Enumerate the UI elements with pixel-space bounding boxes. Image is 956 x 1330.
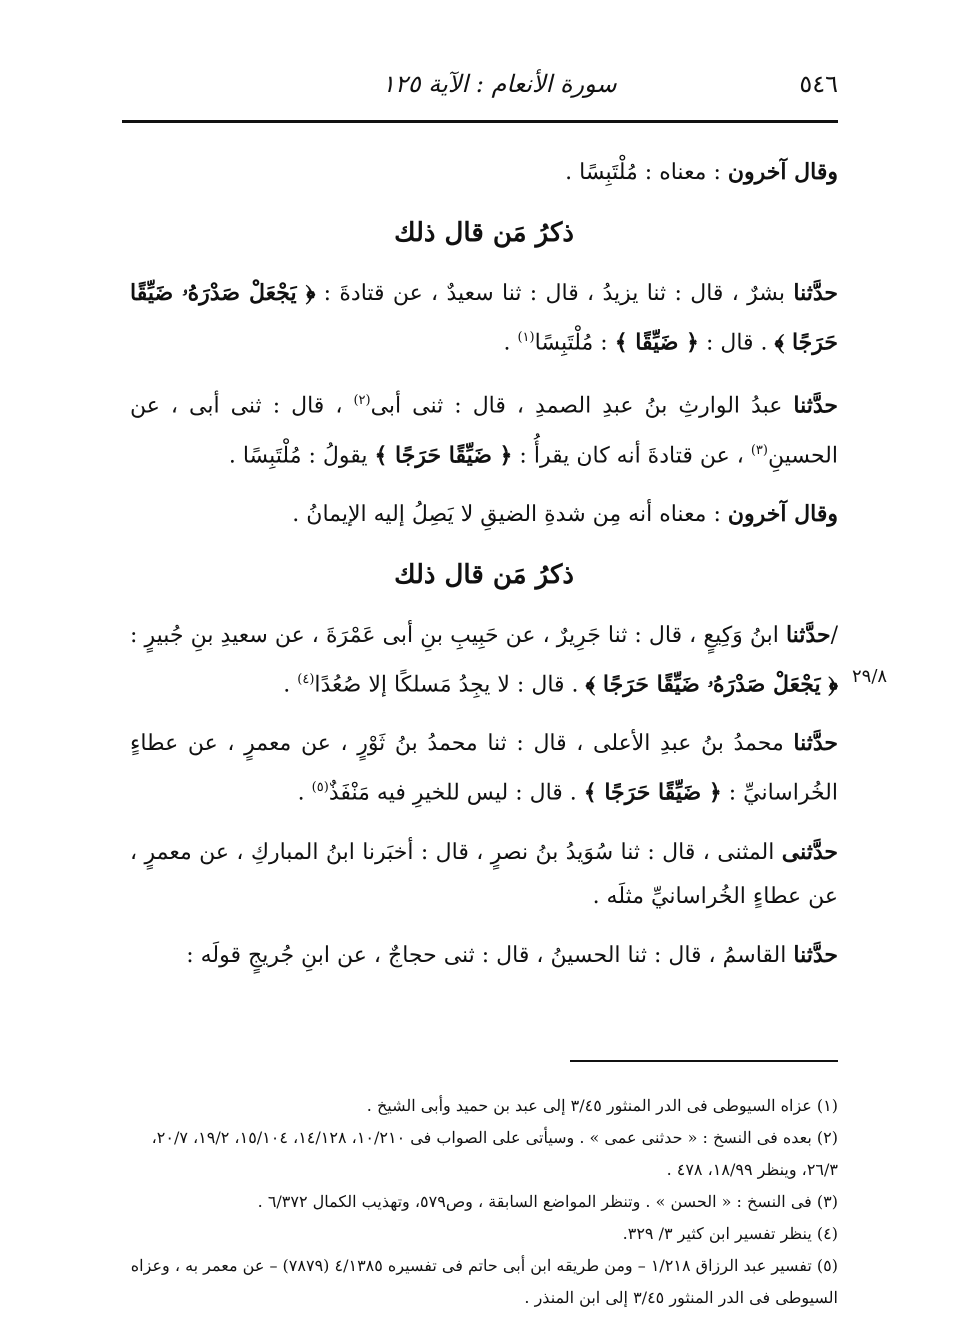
paragraph-lead: وقال آخرون bbox=[727, 500, 838, 527]
section-heading-1: ذكرُ مَن قال ذلك bbox=[394, 218, 574, 248]
quran-quote: ﴿ ضَيِّقًا حَرَجًا ﴾ bbox=[583, 779, 722, 806]
paragraph-text: . قال : bbox=[698, 330, 775, 356]
header-rule bbox=[122, 120, 838, 123]
footnote-1: (١) عزاه السيوطى فى الدر المنثور ٣/٤٥ إلى عبد بن حميد وأبى الشيخ . bbox=[366, 1096, 838, 1115]
footnote-ref[interactable]: (١) bbox=[517, 330, 535, 345]
paragraph-text: : مُلْتَبِسًا bbox=[534, 330, 615, 356]
paragraph-text: يقولُ : مُلْتَبِسًا . bbox=[228, 442, 375, 468]
paragraph-text: عبدُ الوارثِ بنُ عبدِ الصمدِ ، قال : ثنى أبى bbox=[370, 393, 794, 419]
paragraph-text: محمدُ بنُ عبدِ الأعلى ، قال : ثنا محمدُ بنُ ثَوْرٍ ، عن معمرٍ ، عن عطاءٍ الخُراسانيِّ : bbox=[130, 731, 838, 806]
paragraph-lead: حدَّثنى bbox=[781, 838, 838, 865]
quran-quote: ﴿ ضَيِّقًا حَرَجًا ﴾ bbox=[374, 441, 513, 468]
paragraph-text: . قال : لا يجِدُ مَسلكًا إلا صُعُدًا bbox=[314, 672, 586, 698]
page-number: ٥٤٦ bbox=[799, 70, 838, 98]
main-text bbox=[130, 150, 838, 992]
quran-quote: ﴿ يَجْعَلْ صَدْرَهُۥ ضَيِّقًا حَرَجًا ﴾ bbox=[585, 671, 838, 698]
paragraph-lead: حدَّثنا bbox=[793, 941, 838, 968]
paragraph-text: . قال : ليس للخيرِ فيه مَنْفَذٌ bbox=[328, 780, 584, 806]
footnote-ref[interactable]: (٣) bbox=[750, 442, 768, 458]
footnote-2: (٢) بعده فى النسخ : « حدثنى عمى » . وسيأتى على الصواب فى ١٠/٢١٠، ١٤/١٢٨، ١٥/١٠٤، ١٩/٢، ٢٠/٧، ٢٦/٣، وينظر ١٨/٩٩، ٤٧٨ . bbox=[151, 1128, 838, 1179]
paragraph-lead: حدَّثنا bbox=[793, 280, 838, 306]
footnote-ref[interactable]: (٤) bbox=[297, 671, 315, 687]
paragraph-7 bbox=[130, 830, 838, 919]
paragraph-lead: حدَّثنا bbox=[785, 621, 831, 648]
page-break-marker: / bbox=[830, 622, 838, 648]
footnote-ref[interactable]: (٥) bbox=[311, 780, 329, 796]
paragraph-text: . bbox=[297, 780, 312, 806]
paragraph-text: : معناه : مُلْتَبِسًا . bbox=[565, 160, 728, 185]
paragraph-text: ، عن قتادةَ أنه كان يقرأُ : bbox=[512, 442, 751, 468]
paragraph-text: ابنُ وَكِيعٍ ، قال : ثنا جَرِيرٌ ، عن حَبِيبِ بنِ أبى عَمْرَةَ ، عن سعيدِ بنِ جُبيرٍ : bbox=[130, 622, 786, 648]
paragraph-1 bbox=[130, 150, 838, 195]
paragraph-text: . bbox=[503, 330, 518, 356]
paragraph-lead: وقال آخرون bbox=[727, 159, 838, 185]
footnote-4: (٤) ينظر تفسير ابن كثير ٣/ ٣٢٩. bbox=[622, 1224, 838, 1243]
footnote-5: (٥) تفسير عبد الرزاق ١/٢١٨ – ومن طريقه ابن أبى حاتم فى تفسيره ٤/١٣٨٥ (٧٨٧٩) – عن معمر به ، وعزاه السيوطى فى الدر المنثور ٣/٤٥ إلى ابن المنذر . bbox=[130, 1256, 838, 1307]
paragraph-lead: حدَّثنا bbox=[793, 392, 838, 419]
page-header bbox=[122, 62, 838, 118]
running-title: سورة الأنعام : الآية ١٢٥ bbox=[382, 70, 617, 98]
paragraph-4 bbox=[130, 492, 838, 537]
quran-quote: ﴿ يَجْعَلْ صَدْرَهُۥ ضَيِّقًا حَرَجًا ﴾ bbox=[130, 280, 838, 356]
paragraph-2 bbox=[130, 271, 838, 365]
footnote-rule bbox=[570, 1060, 838, 1062]
paragraph-3 bbox=[130, 379, 838, 478]
paragraph-5 bbox=[130, 613, 838, 707]
quran-quote: ﴿ ضَيِّقًا ﴾ bbox=[614, 329, 699, 356]
footnote-3: (٣) فى النسخ : « الحسن » . وتنظر المواضع السابقة ، وص٥٧٩، وتهذيب الكمال ٦/٣٧٢ . bbox=[257, 1192, 838, 1211]
paragraph-text: القاسمُ ، قال : ثنا الحسينُ ، قال : ثنى حجاجٌ ، عن ابنِ جُريجٍ قولَه : bbox=[186, 942, 794, 968]
paragraph-lead: حدَّثنا bbox=[793, 730, 838, 757]
section-heading-2: ذكرُ مَن قال ذلك bbox=[394, 559, 574, 590]
paragraph-6 bbox=[130, 721, 838, 815]
margin-page-reference: ٢٩/٨ bbox=[852, 666, 888, 687]
paragraph-text: . bbox=[283, 672, 298, 698]
paragraph-text: : معناه أنه مِن شدةِ الضيقِ لا يَصِلُ إليه الإيمانُ . bbox=[292, 501, 728, 527]
footnote-ref[interactable]: (٢) bbox=[353, 393, 371, 409]
paragraph-text: ، قال : ثنى أبى ، عن الحسينِ bbox=[130, 393, 838, 468]
footnote-list bbox=[130, 1090, 838, 1314]
paragraph-8 bbox=[130, 933, 838, 978]
paragraph-text: بشرٌ ، قال : ثنا يزيدُ ، قال : ثنا سعيدٌ ، عن قتادةَ : bbox=[315, 281, 794, 306]
paragraph-text: المثنى ، قال : ثنا سُوَيدُ بنُ نصرٍ ، قال : أخبَرنا ابنُ المباركِ ، عن معمرٍ ، عن عطاءٍ الخُراسانيِّ مثلَه . bbox=[130, 839, 838, 909]
